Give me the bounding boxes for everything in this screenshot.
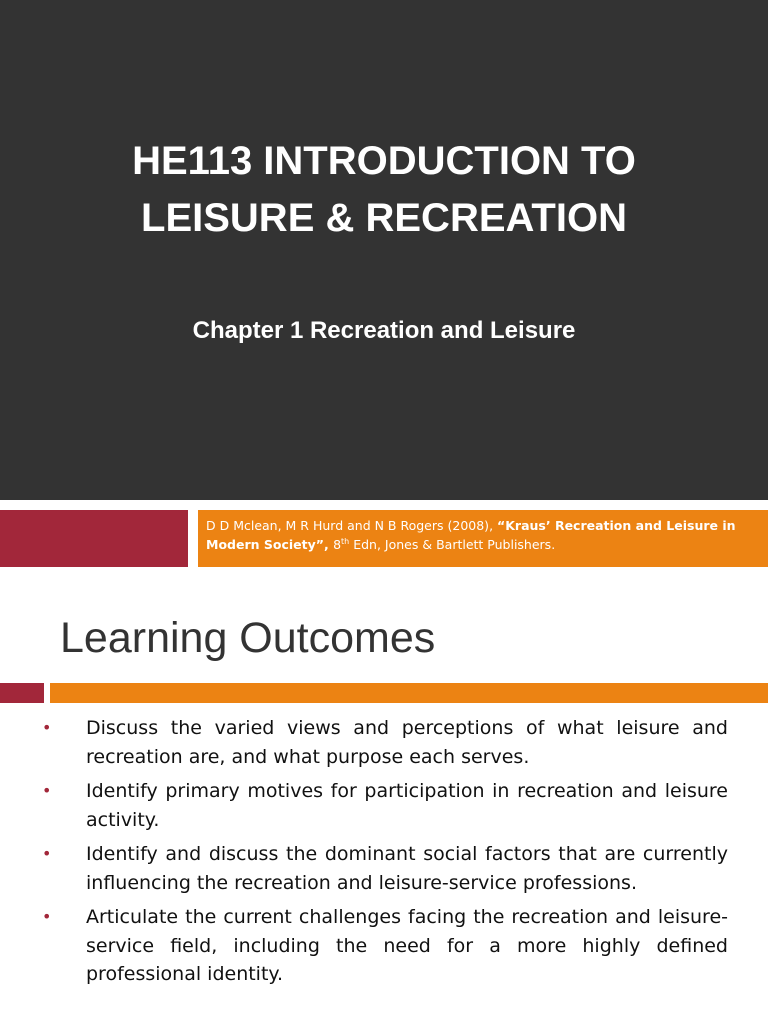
citation-authors: D D Mclean, M R Hurd and N B Rogers (2008), [206, 518, 498, 533]
red-accent-block [0, 510, 188, 567]
list-item [38, 903, 728, 989]
list-item-text: Articulate the current challenges facing the recreation and leisure-service field, including the need for a more highly defined professional identity. [86, 906, 728, 985]
bullet-icon: • [42, 907, 52, 926]
citation-edition-number: 8 [333, 537, 342, 552]
learning-outcomes-heading: Learning Outcomes [60, 614, 436, 662]
heading-rule-red [0, 683, 44, 703]
list-item-text: Identify primary motives for participation in recreation and leisure activity. [86, 780, 728, 831]
bullet-icon: • [42, 781, 52, 800]
list-item [38, 714, 728, 771]
slide-title-line-1: HE113 INTRODUCTION TO [132, 139, 636, 183]
bullet-icon: • [42, 844, 52, 863]
learning-outcomes-list [38, 714, 728, 995]
heading-rule-orange [50, 683, 768, 703]
list-item [38, 840, 728, 897]
bullet-icon: • [42, 718, 52, 737]
citation-block [198, 510, 768, 567]
citation-book-title: “Kraus’ Recreation and Leisure in Modern Society”, [206, 518, 736, 552]
slide-subtitle: Chapter 1 Recreation and Leisure [192, 317, 576, 344]
citation-publisher: Edn, Jones & Bartlett Publishers. [349, 537, 556, 552]
list-item-text: Discuss the varied views and perceptions of what leisure and recreation are, and what purpose each serves. [86, 717, 728, 768]
list-item [38, 777, 728, 834]
slide-title-line-2: LEISURE & RECREATION [141, 196, 627, 240]
citation-edition-suffix: th [341, 537, 350, 546]
slide-title [0, 133, 768, 247]
list-item-text: Identify and discuss the dominant social factors that are currently influencing the recreation and leisure-service professions. [86, 843, 728, 894]
title-slide [0, 0, 768, 500]
